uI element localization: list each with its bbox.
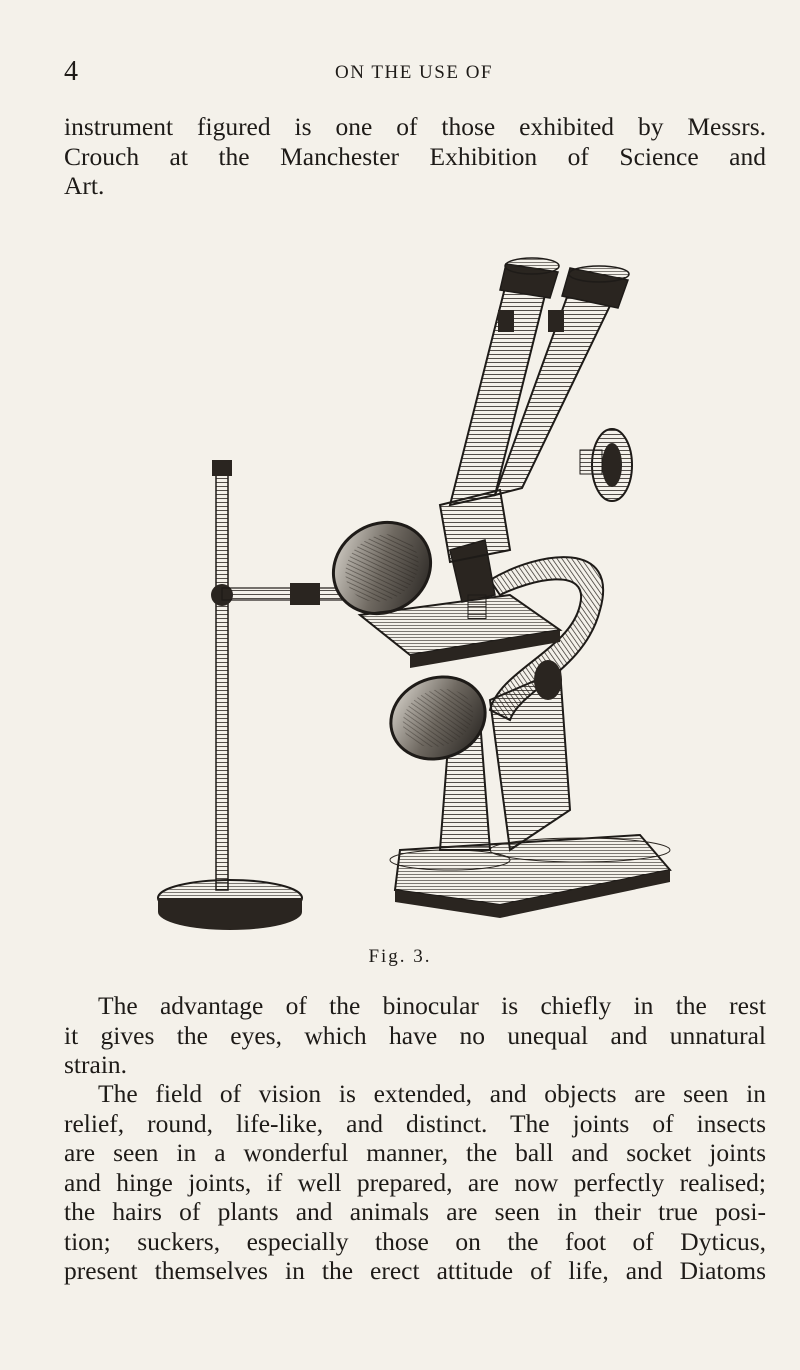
text-line: relief, round, life-like, and distinct. The joints of insects [64,1108,766,1138]
page-number: 4 [64,56,78,87]
text-line: are seen in a wonderful manner, the ball and socket joints [64,1138,766,1167]
text-line: the hairs of plants and animals are seen in their true posi- [64,1197,766,1226]
microscope-illustration [150,250,690,967]
text-line: Art. [64,171,105,200]
text-line: tion; suckers, especially those on the foot of Dyticus, [64,1226,766,1256]
text-line: strain. [64,1050,128,1079]
paragraph-field-of-vision [64,1079,766,1286]
text-line: instrument figured is one of those exhibited by Messrs. [64,112,766,141]
text-line: Crouch at the Manchester Exhibition of Science and [64,141,766,171]
paragraph-binocular-advantage [64,991,766,1080]
text-line: The advantage of the binocular is chiefly in the rest [98,991,766,1020]
microscope-engraving [150,250,690,940]
text-line: present themselves in the erect attitude of life, and Diatoms [64,1256,766,1285]
running-head: ON THE USE OF [335,62,493,83]
figure-caption: Fig. 3. [368,946,432,967]
text-line: and hinge joints, if well prepared, are now perfectly realised; [64,1167,766,1197]
text-line: it gives the eyes, which have no unequal and unnatural [64,1020,766,1050]
page-header [64,56,764,92]
top-paragraph [64,112,766,201]
text-line: The field of vision is extended, and objects are seen in [98,1079,766,1108]
